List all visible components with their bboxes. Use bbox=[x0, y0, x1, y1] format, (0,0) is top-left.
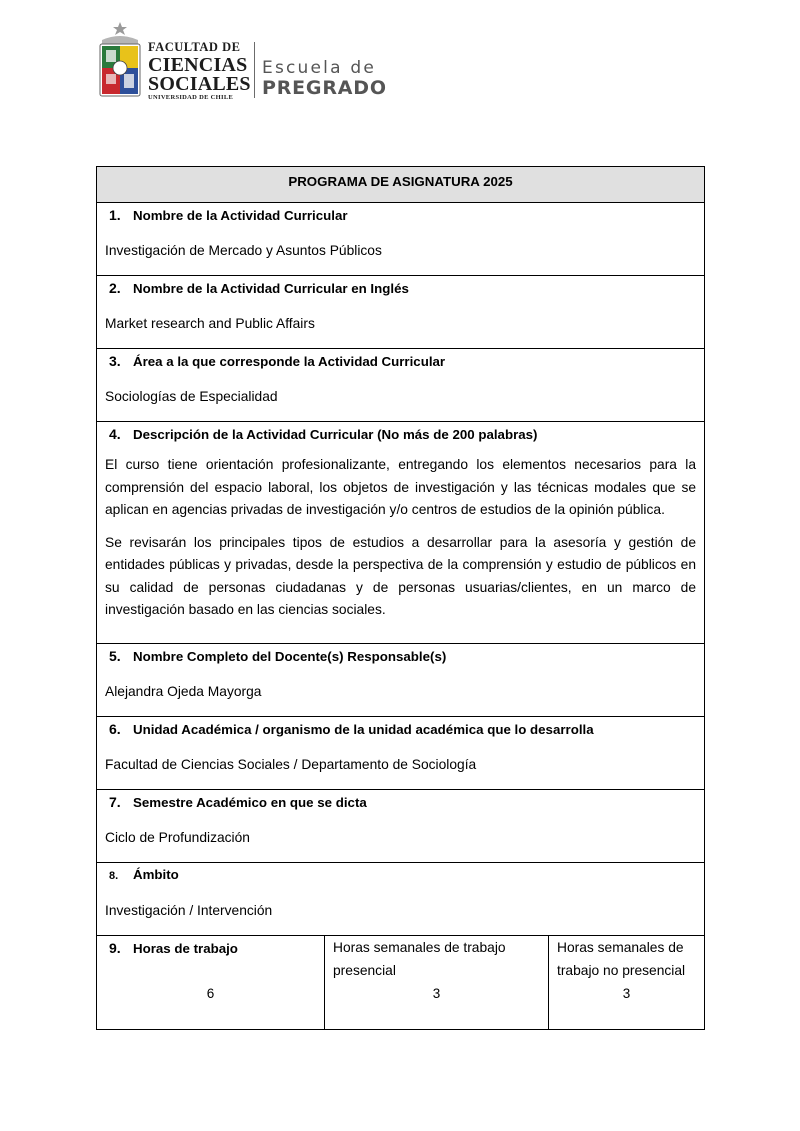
section-title: Horas de trabajo bbox=[133, 941, 238, 956]
section-row bbox=[97, 276, 705, 349]
section-3 bbox=[97, 349, 705, 422]
faculty-line-2: CIENCIAS bbox=[148, 53, 248, 76]
hours-presencial-cell bbox=[325, 936, 549, 1030]
hours-total: 6 bbox=[206, 986, 215, 1001]
program-title: PROGRAMA DE ASIGNATURA 2025 bbox=[97, 167, 705, 203]
description-paragraph: El curso tiene orientación profesionalizante, entregando los elementos necesarios para la comprensión del espacio laboral, los objetos de investigación y las técnicas modales que se aplican en agencias privadas de investigación y/o centros de estudios de la opinión pública. bbox=[105, 457, 697, 517]
section-row bbox=[97, 790, 705, 863]
section-number: 6. bbox=[109, 721, 121, 737]
section-row bbox=[97, 422, 705, 644]
section-8 bbox=[97, 863, 705, 936]
section-number: 9. bbox=[109, 940, 121, 956]
section-number: 8. bbox=[109, 870, 119, 882]
hours-no-presencial-cell bbox=[549, 936, 705, 1030]
section-5 bbox=[97, 644, 705, 717]
section-row bbox=[97, 203, 705, 276]
section-2 bbox=[97, 276, 705, 349]
section-row bbox=[97, 644, 705, 717]
section-7 bbox=[97, 790, 705, 863]
university-name: UNIVERSIDAD DE CHILE bbox=[148, 93, 234, 101]
hours-presencial-label: Horas semanales de trabajo presencial bbox=[333, 940, 506, 978]
program-table bbox=[96, 166, 705, 1030]
section-title: Nombre Completo del Docente(s) Responsable(s) bbox=[133, 649, 447, 664]
section-value: Ciclo de Profundización bbox=[105, 830, 250, 845]
university-crest-icon bbox=[96, 20, 144, 100]
hours-total-cell bbox=[97, 936, 325, 1030]
faculty-name bbox=[148, 41, 251, 101]
section-1 bbox=[97, 203, 705, 276]
faculty-line-1: FACULTAD DE bbox=[148, 40, 241, 54]
section-title: Área a la que corresponde la Actividad Curricular bbox=[133, 354, 446, 369]
section-value: Sociologías de Especialidad bbox=[105, 389, 278, 404]
section-number: 5. bbox=[109, 648, 121, 664]
hours-no-presencial-value: 3 bbox=[622, 986, 631, 1001]
description-paragraph: Se revisarán los principales tipos de estudios a desarrollar para la asesoría y gestión de entidades públicas y privadas, desde la perspectiva de la comprensión y estudio de públicos en su calidad de personas ciudadanas y de personas usuarias/clientes, en un marco de investigación basado en las ciencias sociales. bbox=[105, 534, 697, 617]
section-number: 2. bbox=[109, 280, 121, 296]
section-value: Facultad de Ciencias Sociales / Departamento de Sociología bbox=[105, 757, 477, 772]
section-title: Descripción de la Actividad Curricular (No más de 200 palabras) bbox=[133, 427, 538, 442]
school-line-2: PREGRADO bbox=[262, 77, 387, 99]
faculty-line-3: SOCIALES bbox=[148, 72, 251, 95]
faculty-logo bbox=[96, 20, 416, 102]
section-row bbox=[97, 349, 705, 422]
section-row bbox=[97, 863, 705, 936]
section-value: Alejandra Ojeda Mayorga bbox=[105, 684, 262, 699]
section-title: Ámbito bbox=[133, 867, 179, 882]
hours-row bbox=[97, 936, 705, 1030]
section-title: Semestre Académico en que se dicta bbox=[133, 795, 367, 810]
section-6 bbox=[97, 717, 705, 790]
section-title: Nombre de la Actividad Curricular bbox=[133, 208, 348, 223]
logo-divider bbox=[254, 42, 255, 98]
hours-no-presencial-label: Horas semanales de trabajo no presencial bbox=[557, 940, 686, 978]
section-value: Market research and Public Affairs bbox=[105, 316, 315, 331]
title-row bbox=[97, 167, 705, 203]
section-4 bbox=[97, 422, 705, 644]
hours-presencial-value: 3 bbox=[432, 986, 441, 1001]
section-title: Nombre de la Actividad Curricular en Inglés bbox=[133, 281, 409, 296]
section-number: 4. bbox=[109, 426, 121, 442]
section-row bbox=[97, 717, 705, 790]
section-number: 1. bbox=[109, 207, 121, 223]
section-title: Unidad Académica / organismo de la unidad académica que lo desarrolla bbox=[133, 722, 594, 737]
section-number: 7. bbox=[109, 794, 121, 810]
section-value: Investigación de Mercado y Asuntos Públicos bbox=[105, 243, 382, 258]
school-line-1: Escuela de bbox=[262, 58, 376, 78]
section-value: Investigación / Intervención bbox=[105, 903, 273, 918]
section-number: 3. bbox=[109, 353, 121, 369]
